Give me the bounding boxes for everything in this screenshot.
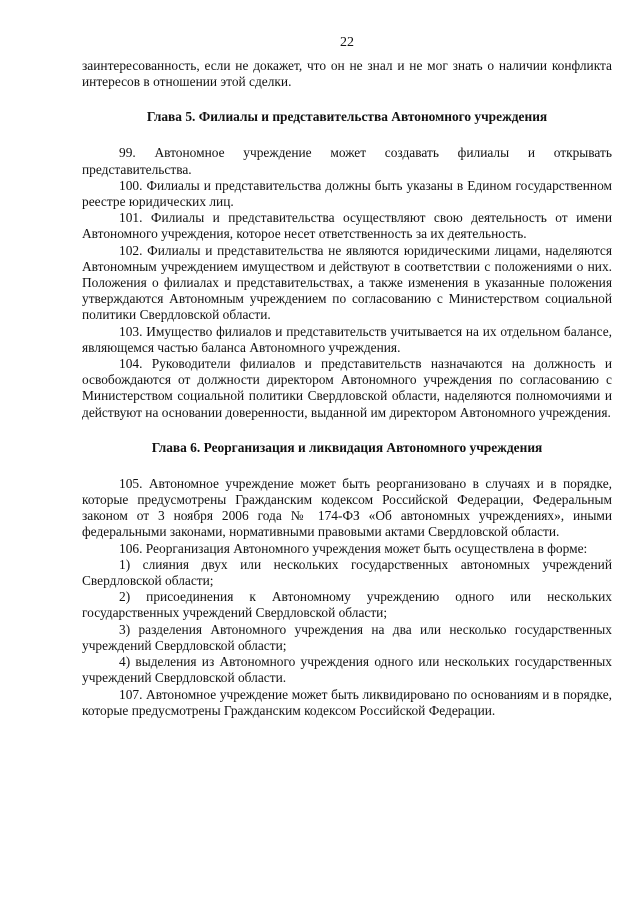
list-item-1: 1) слияния двух или нескольких государственных автономных учреждений Свердловской области;: [82, 556, 612, 589]
paragraph-100: 100. Филиалы и представительства должны быть указаны в Едином государственном реестре юридических лиц.: [82, 177, 612, 210]
paragraph-103: 103. Имущество филиалов и представительств учитывается на их отдельном балансе, являющемся частью баланса Автономного учреждения.: [82, 323, 612, 355]
paragraph-102: 102. Филиалы и представительства не являются юридическими лицами, наделяются Автономным учреждением имуществом и действуют в соответствии с положениями о них. Положения о филиалах и представительствах, а также изменения в указанные положения утверждаются Автономным учреждением по согласованию с Министерством социальной политики Свердловской области.: [82, 242, 612, 323]
paragraph-104: 104. Руководители филиалов и представительств назначаются на должность и освобождаются от должности директором Автономного учреждения по согласованию с Министерством социальной политики Свердловской области, наделяются полномочиями и действуют на основании доверенности, выданной им директором Автономного учреждения.: [82, 356, 612, 420]
chapter-6-title: Глава 6. Реорганизация и ликвидация Автономного учреждения: [151, 439, 543, 455]
page-number: 22: [340, 35, 354, 50]
list-item-2: 2) присоединения к Автономному учреждению одного или нескольких государственных учреждений Свердловской области;: [82, 589, 612, 621]
intro-paragraph: заинтересованность, если не докажет, что он не знал и не мог знать о наличии конфликта интересов в отношении этой сделки.: [82, 58, 612, 90]
paragraph-107: 107. Автономное учреждение может быть ликвидировано по основаниям и в порядке, которые предусмотрены Гражданским кодексом Российской Федерации.: [82, 686, 612, 718]
paragraph-99: 99. Автономное учреждение может создавать филиалы и открывать представительства.: [82, 145, 612, 177]
paragraph-106: 106. Реорганизация Автономного учреждения может быть осуществлена в форме:: [119, 540, 588, 556]
paragraph-105: 105. Автономное учреждение может быть реорганизовано в случаях и в порядке, которые предусмотрены Гражданским кодексом Российской Федерации, Федеральным законом от 3 ноября 2006 года № 174-ФЗ «Об автономных учреждениях», иными федеральными законами, нормативными правовыми актами Свердловской области.: [82, 475, 612, 540]
list-item-3: 3) разделения Автономного учреждения на два или несколько государственных учреждений Свердловской области;: [82, 621, 612, 653]
chapter-5-title: Глава 5. Филиалы и представительства Автономного учреждения: [146, 109, 548, 125]
paragraph-101: 101. Филиалы и представительства осуществляют свою деятельность от имени Автономного учреждения, которое несет ответственность за их деятельность.: [82, 210, 612, 242]
list-item-4: 4) выделения из Автономного учреждения одного или нескольких государственных учреждений Свердловской области.: [82, 654, 612, 686]
